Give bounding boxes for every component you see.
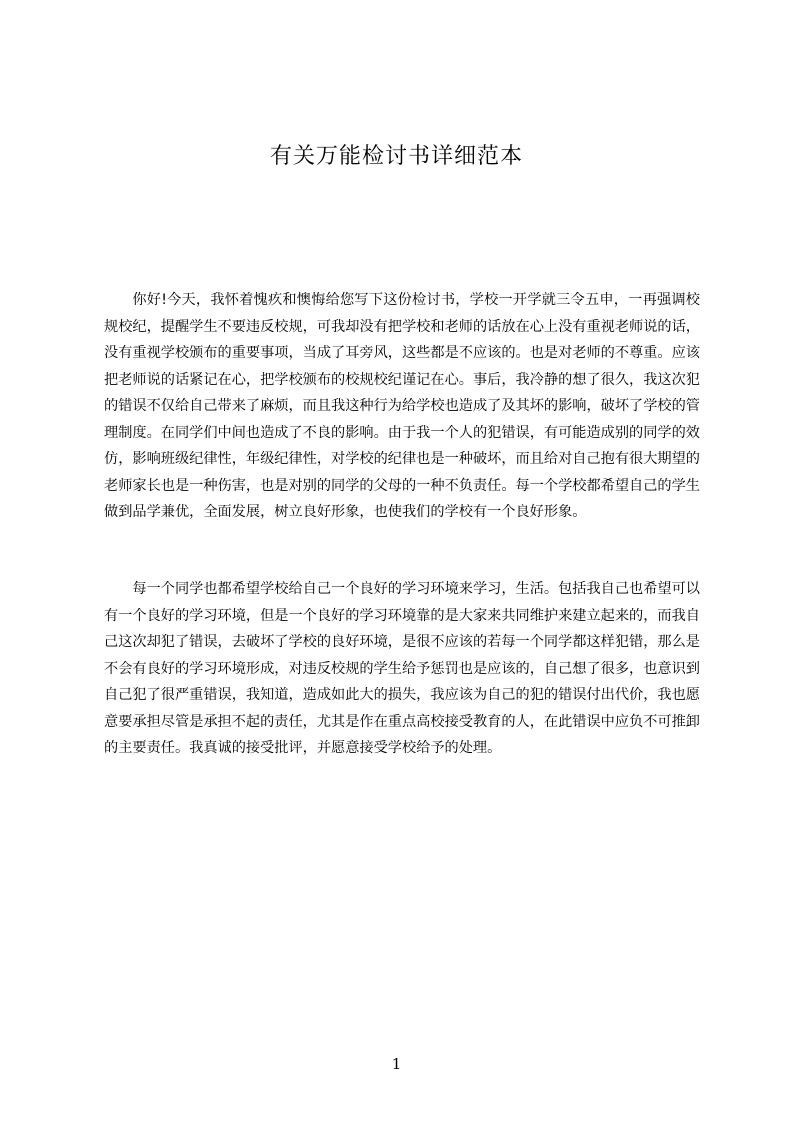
document-title: 有关万能检讨书详细范本	[269, 144, 523, 169]
paragraph-2: 每一个同学也都希望学校给自己一个良好的学习环境来学习，生活。包括我自己也希望可以有一个良好的学习环境，但是一个良好的学习环境靠的是大家来共同维护来建立起来的，而我自己这次却犯了错误，去破坏了学校的良好环境，是很不应该的若每一个同学都这样犯错，那么是不会有良好的学习环境形成，对违反校规的学生给予惩罚也是应该的，自己想了很多，也意识到自己犯了很严重错误，我知道，造成如此大的损失，我应该为自己的犯的错误付出代价，我也愿意要承担尽管是承担不起的责任，尤其是作在重点高校接受教育的人，在此错误中应负不可推卸的主要责任。我真诚的接受批评，并愿意接受学校给予的处理。	[104, 581, 700, 756]
page-number: 1	[391, 1055, 402, 1073]
body-block-2	[104, 576, 700, 762]
paragraph-1: 你好!今天，我怀着愧疚和懊悔给您写下这份检讨书，学校一开学就三令五申，一再强调校规校纪，提醒学生不要违反校规，可我却没有把学校和老师的话放在心上没有重视老师说的话，没有重视学校颁布的重要事项，当成了耳旁风，这些都是不应该的。也是对老师的不尊重。应该把老师说的话紧记在心，把学校颁布的校规校纪谨记在心。事后，我冷静的想了很久，我这次犯的错误不仅给自己带来了麻烦，而且我这种行为给学校也造成了及其坏的影响，破坏了学校的管理制度。在同学们中间也造成了不良的影响。由于我一个人的犯错误，有可能造成别的同学的效仿，影响班级纪律性，年级纪律性，对学校的纪律也是一种破坏，而且给对自己抱有很大期望的老师家长也是一种伤害，也是对别的同学的父母的一种不负责任。每一个学校都希望自己的学生做到品学兼优，全面发展，树立良好形象，也使我们的学校有一个良好形象。	[104, 292, 700, 520]
body-block-1	[104, 287, 700, 526]
